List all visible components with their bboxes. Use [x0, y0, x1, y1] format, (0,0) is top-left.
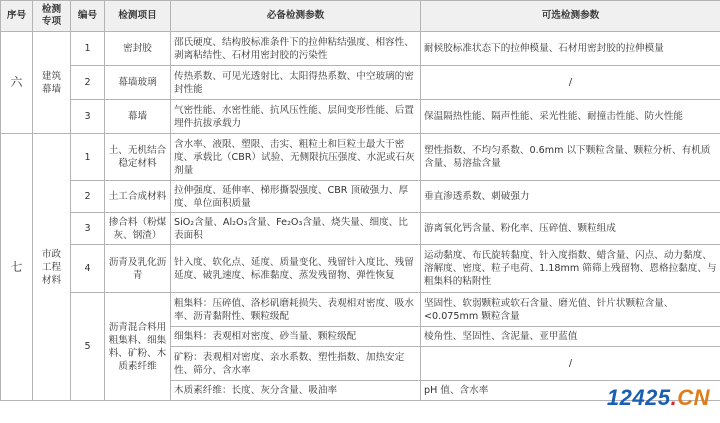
row-item: 土、无机结合稳定材料	[105, 134, 171, 181]
row-required: SiO₂含量、Al₂O₃含量、Fe₂O₃含量、烧失量、细度、比表面积	[171, 213, 421, 245]
row-item: 密封胶	[105, 32, 171, 66]
row-no: 3	[71, 100, 105, 134]
table-row	[1, 293, 720, 327]
row-no: 3	[71, 213, 105, 245]
table-row	[1, 134, 720, 181]
row-optional: /	[421, 66, 720, 100]
row-item: 掺合料（粉煤灰、钢渣）	[105, 213, 171, 245]
row-item: 沥青混合料用粗集料、细集料、矿粉、木质素纤维	[105, 293, 171, 401]
row-required: 针入度、软化点、延度、质量变化、残留针入度比、残留延度、破乳速度、标准黏度、蒸发残留物、弹性恢复	[171, 245, 421, 293]
row-no: 5	[71, 293, 105, 401]
header-no: 编号	[71, 1, 105, 32]
row-optional: 塑性指数、不均匀系数、0.6mm 以下颗粒含量、颗粒分析、有机质含量、易溶盐含量	[421, 134, 720, 181]
row-optional: 棱角性、坚固性、含泥量、亚甲蓝值	[421, 327, 720, 347]
watermark-number: 12425	[606, 385, 671, 410]
row-no: 1	[71, 32, 105, 66]
header-category	[33, 1, 71, 32]
header-category-label: 检测 专项	[41, 4, 62, 27]
row-item: 沥青及乳化沥青	[105, 245, 171, 293]
row-required: 拉伸强度、延伸率、梯形撕裂强度、CBR 顶破强力、厚度、单位面积质量	[171, 181, 421, 213]
row-required: 传热系数、可见光透射比、太阳得热系数、中空玻璃的密封性能	[171, 66, 421, 100]
row-no: 4	[71, 245, 105, 293]
table-header-row	[1, 1, 720, 32]
header-item: 检测项目	[105, 1, 171, 32]
table-row	[1, 100, 720, 134]
row-item: 土工合成材料	[105, 181, 171, 213]
row-required: 细集料：表观相对密度、砂当量、颗粒级配	[171, 327, 421, 347]
table-row	[1, 181, 720, 213]
header-seq: 序号	[1, 1, 33, 32]
section-seq: 六	[1, 32, 33, 134]
section-seq: 七	[1, 134, 33, 401]
table-row	[1, 66, 720, 100]
table-row	[1, 32, 720, 66]
row-required: 粗集料：压碎值、洛杉矶磨耗损失、表观相对密度、吸水率、沥青黏附性、颗粒级配	[171, 293, 421, 327]
section-category-label: 建筑 幕墙	[41, 70, 62, 95]
row-optional: 垂直渗透系数、刺破强力	[421, 181, 720, 213]
watermark-dot: .	[670, 385, 678, 410]
row-required: 矿粉：表观相对密度、亲水系数、塑性指数、加热安定性、筛分、含水率	[171, 347, 421, 381]
row-required: 邵氏硬度、结构胶标准条件下的拉伸粘结强度、相容性、剥离粘结性、石材用密封胶的污染性	[171, 32, 421, 66]
row-optional: 运动黏度、布氏旋转黏度、针入度指数、蜡含量、闪点、动力黏度、溶解度、密度、粒子电荷、1.18mm 筛筛上残留物、恩格拉黏度、与粗集料的粘附性	[421, 245, 720, 293]
row-item: 幕墙玻璃	[105, 66, 171, 100]
table-row	[1, 245, 720, 293]
row-no: 2	[71, 181, 105, 213]
section-category	[33, 134, 71, 401]
row-item: 幕墙	[105, 100, 171, 134]
row-optional: pH 值、含水率	[421, 381, 720, 401]
row-required: 含水率、液限、塑限、击实、粗粒土和巨粒土最大干密度、承载比（CBR）试验、无侧限抗压强度、水泥或石灰剂量	[171, 134, 421, 181]
row-no: 1	[71, 134, 105, 181]
row-optional: 游离氧化钙含量、粉化率、压碎值、颗粒组成	[421, 213, 720, 245]
watermark-suffix: CN	[677, 385, 710, 410]
row-optional: /	[421, 347, 720, 381]
header-required: 必备检测参数	[171, 1, 421, 32]
row-optional: 保温隔热性能、隔声性能、采光性能、耐撞击性能、防火性能	[421, 100, 720, 134]
row-no: 2	[71, 66, 105, 100]
row-optional: 坚固性、软弱颗粒或软石含量、磨光值、针片状颗粒含量、<0.075mm 颗粒含量	[421, 293, 720, 327]
section-category	[33, 32, 71, 134]
row-required: 气密性能、水密性能、抗风压性能、层间变形性能、后置埋件抗拔承载力	[171, 100, 421, 134]
row-optional: 耐候胶标准状态下的拉伸模量、石材用密封胶的拉伸模量	[421, 32, 720, 66]
table-row	[1, 213, 720, 245]
row-required: 木质素纤维：长度、灰分含量、吸油率	[171, 381, 421, 401]
site-watermark	[607, 385, 710, 411]
section-category-label: 市政 工程 材料	[41, 248, 62, 286]
header-optional: 可选检测参数	[421, 1, 720, 32]
